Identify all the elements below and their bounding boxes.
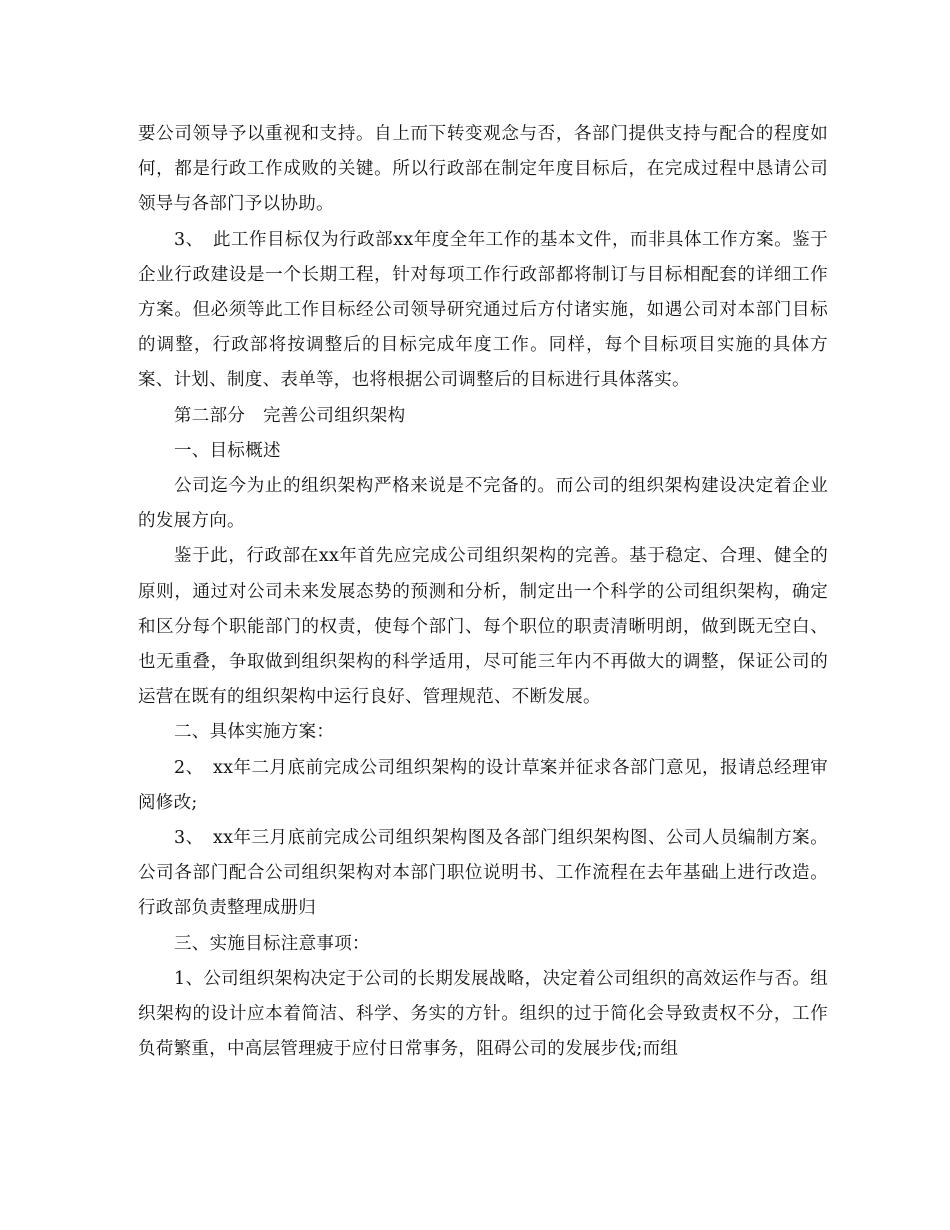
paragraph-item-3-work-goal: 3、 此工作目标仅为行政部xx年度全年工作的基本文件，而非具体工作方案。鉴于企业行政建设是一个长期工程，针对每项工作行政部都将制订与目标相配套的详细工作方案。但必须等此工作目标经公司领导研究通过后方付诸实施，如遇公司对本部门目标的调整，行政部将按调整后的目标完成年度工作。同样，每个目标项目实施的具体方案、计划、制度、表单等，也将根据公司调整后的目标进行具体落实。 xyxy=(138,229,828,391)
subheading-notes: 三、实施目标注意事项： xyxy=(174,933,370,954)
paragraph-note-1: 1、公司组织架构决定于公司的长期发展战略，决定着公司组织的高效运作与否。组织架构的设计应本着简洁、科学、务实的方针。组织的过于简化会导致责权不分，工作负荷繁重，中高层管理疲于应付日常事务，阻碍公司的发展步伐;而组 xyxy=(138,968,828,1060)
paragraph-item-3-march: 3、 xx年三月底前完成公司组织架构图及各部门组织架构图、公司人员编制方案。公司各部门配合公司组织架构对本部门职位说明书、工作流程在去年基础上进行改造。行政部负责整理成册归 xyxy=(138,828,828,919)
paragraph-continuation: 要公司领导予以重视和支持。自上而下转变观念与否，各部门提供支持与配合的程度如何，都是行政工作成败的关键。所以行政部在制定年度目标后，在完成过程中恳请公司领导与各部门予以协助。 xyxy=(138,124,828,215)
paragraph-item-2-february: 2、 xx年二月底前完成公司组织架构的设计草案并征求各部门意见，报请总经理审阅修改; xyxy=(138,757,828,813)
document-body xyxy=(138,117,828,1067)
subheading-goal-overview: 一、目标概述 xyxy=(174,440,281,461)
paragraph-org-structure-plan: 鉴于此，行政部在xx年首先应完成公司组织架构的完善。基于稳定、合理、健全的原则，通过对公司未来发展态势的预测和分析，制定出一个科学的公司组织架构，确定和区分每个职能部门的权责，使每个部门、每个职位的职责清晰明朗，做到既无空白、也无重叠，争取做到组织架构的科学适用，尽可能三年内不再做大的调整，保证公司的运营在既有的组织架构中运行良好、管理规范、不断发展。 xyxy=(138,546,828,708)
paragraph-org-structure-status: 公司迄今为止的组织架构严格来说是不完备的。而公司的组织架构建设决定着企业的发展方向。 xyxy=(138,476,828,532)
section-heading-part-two: 第二部分 完善公司组织架构 xyxy=(174,405,406,426)
subheading-implementation-plan: 二、具体实施方案： xyxy=(174,722,335,743)
